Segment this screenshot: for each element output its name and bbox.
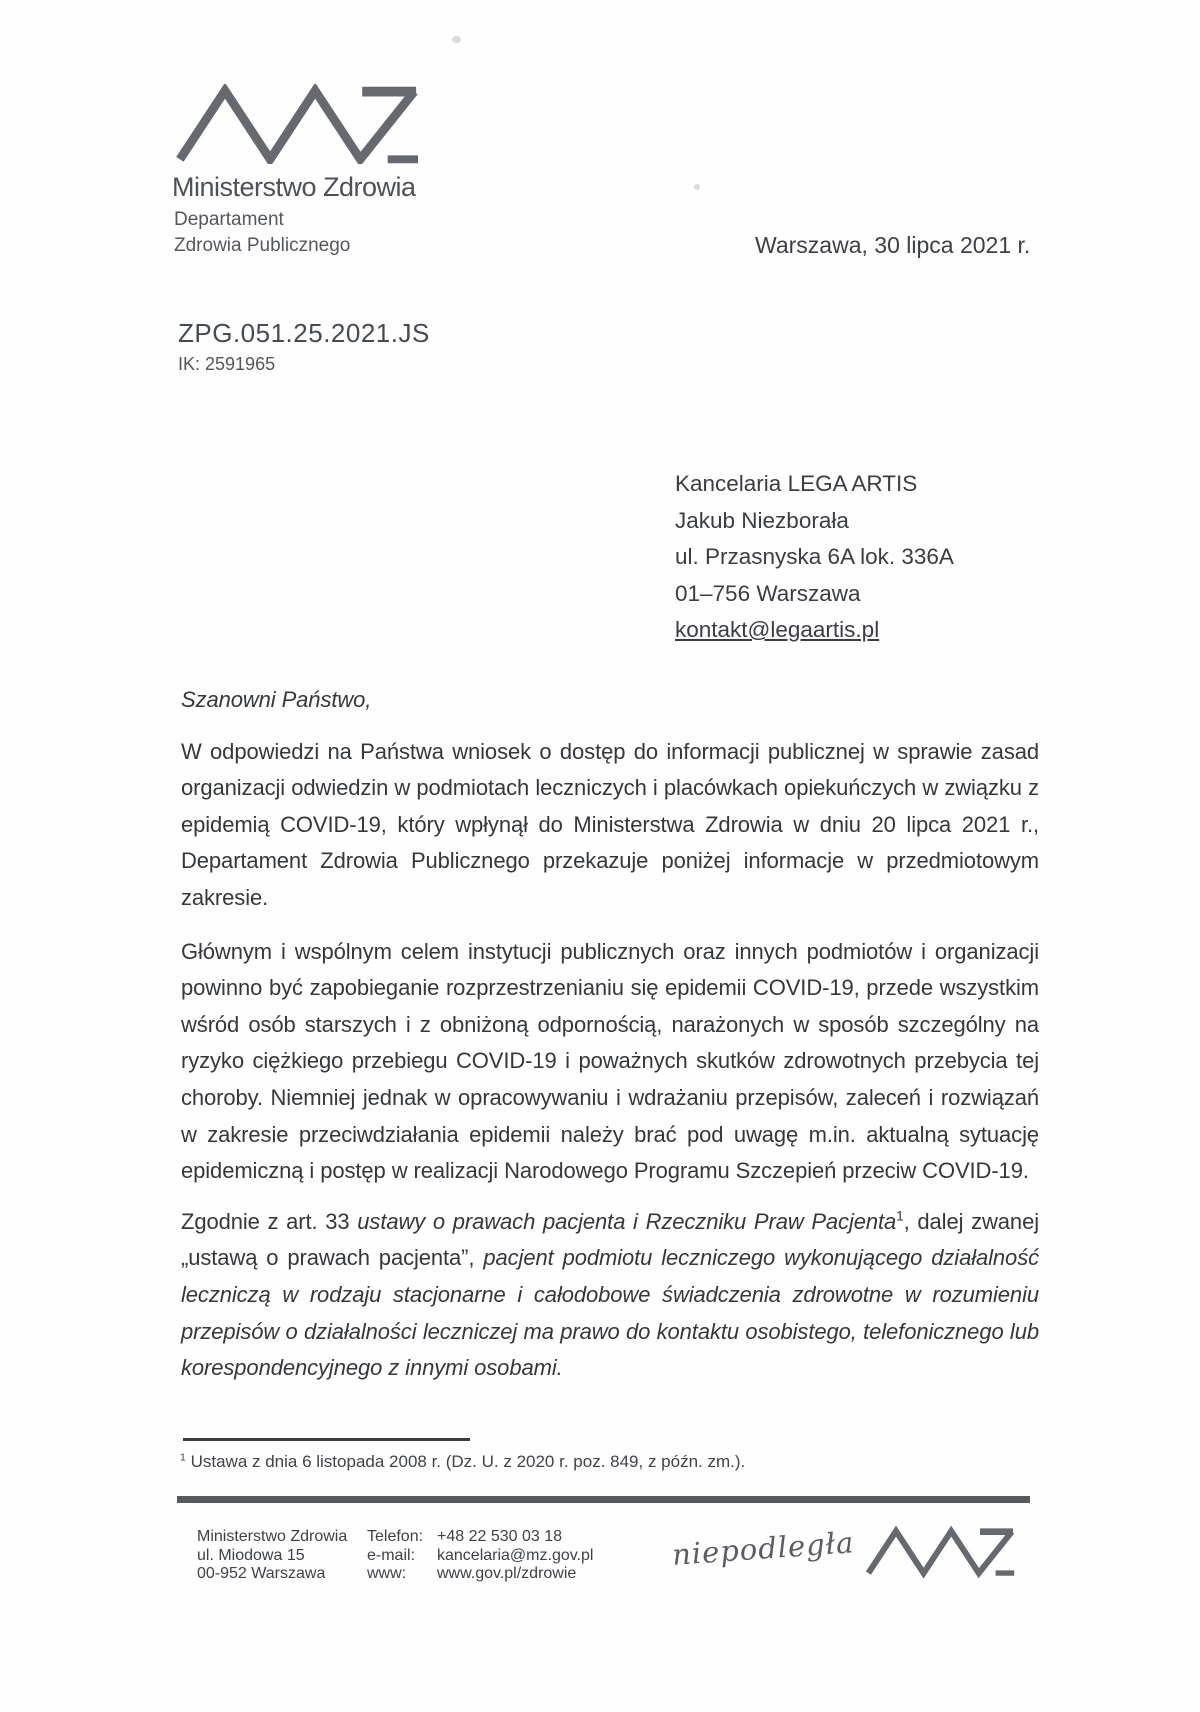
niepodlegla-wordmark: niepodległa xyxy=(671,1525,856,1572)
body-paragraph-3 xyxy=(181,1204,1039,1387)
footer-www-value: www.gov.pl/zdrowie xyxy=(437,1565,577,1582)
footer-phone-value: +48 22 530 03 18 xyxy=(437,1528,563,1545)
footer-city: 00-952 Warszawa xyxy=(197,1565,326,1582)
footnote-separator xyxy=(183,1438,470,1441)
footer-address xyxy=(197,1528,347,1584)
body-paragraph-2: Głównym i wspólnym celem instytucji publicznych oraz innych podmiotów i organizacji powinno być zapobieganie rozprzestrzenianiu się epidemii COVID-19, przede wszystkim wśród osób starszych i z obniżoną odpornością, narażonych w sposób szczególny na ryzyko ciężkiego przebiegu COVID-19 i poważnych skutków zdrowotnych przebycia tej choroby. Niemniej jednak w opracowywaniu i wdrażaniu przepisów, zaleceń i rozwiązań w zakresie przeciwdziałania epidemii należy brać pod uwagę m.in. aktualną sytuację epidemiczną i postęp w realizacji Narodowego Programu Szczepień przeciw COVID-19. xyxy=(181,938,1039,1184)
footnote-text: Ustawa z dnia 6 listopada 2008 r. (Dz. U. z 2020 r. poz. 849, z późn. zm.). xyxy=(185,1452,746,1471)
footer-separator xyxy=(177,1496,1030,1503)
footer-phone-label: Telefon: xyxy=(367,1528,424,1545)
recipient-company: Kancelaria LEGA ARTIS xyxy=(675,471,918,496)
footer-email-row xyxy=(367,1547,593,1566)
footnote xyxy=(180,1452,745,1472)
department-name xyxy=(174,207,350,259)
footer-ministry-logo-icon xyxy=(866,1524,1016,1584)
recipient-street: ul. Przasnyska 6A lok. 336A xyxy=(675,544,954,569)
org-name: Ministerstwo Zdrowia xyxy=(172,172,416,202)
footer-phone-row xyxy=(367,1528,593,1547)
recipient-city: 01–756 Warszawa xyxy=(675,580,861,606)
paragraph3-lead: Zgodnie z art. 33 xyxy=(181,1208,358,1234)
paragraph3-quote: pacjent podmiotu leczniczego wykonującego działalność leczniczą w rodzaju stacjonarne i całodobowe świadczenia zdrowotne w rozumieniu przepisów o działalności leczniczej ma prawo do kontaktu osobistego, telefonicznego lub korespondencyjnego z innymi osobami. xyxy=(181,1245,1039,1381)
scan-artifact xyxy=(694,184,700,190)
footer-www-label: www: xyxy=(367,1565,407,1582)
footnote-reference: 1 xyxy=(896,1208,904,1224)
footer-email-label: e-mail: xyxy=(367,1546,416,1564)
footnote-marker: 1 xyxy=(180,1451,186,1464)
letter-body xyxy=(181,682,1039,1387)
recipient-block xyxy=(675,466,954,649)
footer-street: ul. Miodowa 15 xyxy=(197,1546,305,1564)
place-and-date: Warszawa, 30 lipca 2021 r. xyxy=(755,232,1031,258)
case-number: ZPG.051.25.2021.JS xyxy=(178,318,430,348)
paragraph3-act-title: ustawy o prawach pacjenta i Rzeczniku Praw Pacjenta xyxy=(357,1208,897,1234)
paragraph3-mid: , dalej zwanej „ustawą o prawach pacjenta”, xyxy=(181,1208,1039,1271)
footer-contact xyxy=(367,1528,593,1584)
scan-artifact xyxy=(452,36,461,43)
footer-www-row xyxy=(367,1565,593,1584)
recipient-email-link[interactable]: kontakt@legaartis.pl xyxy=(675,617,880,642)
department-line2: Zdrowia Publicznego xyxy=(174,235,351,256)
recipient-person: Jakub Niezborała xyxy=(675,507,849,533)
department-line1: Departament xyxy=(174,209,284,230)
footer-email-value: kancelaria@mz.gov.pl xyxy=(437,1546,594,1564)
footer-org: Ministerstwo Zdrowia xyxy=(197,1528,348,1545)
ik-number: IK: 2591965 xyxy=(178,354,276,374)
salutation: Szanowni Państwo, xyxy=(181,687,372,712)
ministry-logo-icon xyxy=(176,84,421,169)
body-paragraph-1: W odpowiedzi na Państwa wniosek o dostęp do informacji publicznej w sprawie zasad organizacji odwiedzin w podmiotach leczniczych i placówkach opiekuńczych w związku z epidemią COVID-19, który wpłynął do Ministerstwa Zdrowia w dniu 20 lipca 2021 r., Departament Zdrowia Publicznego przekazuje poniżej informacje w przedmiotowym zakresie. xyxy=(181,738,1039,910)
